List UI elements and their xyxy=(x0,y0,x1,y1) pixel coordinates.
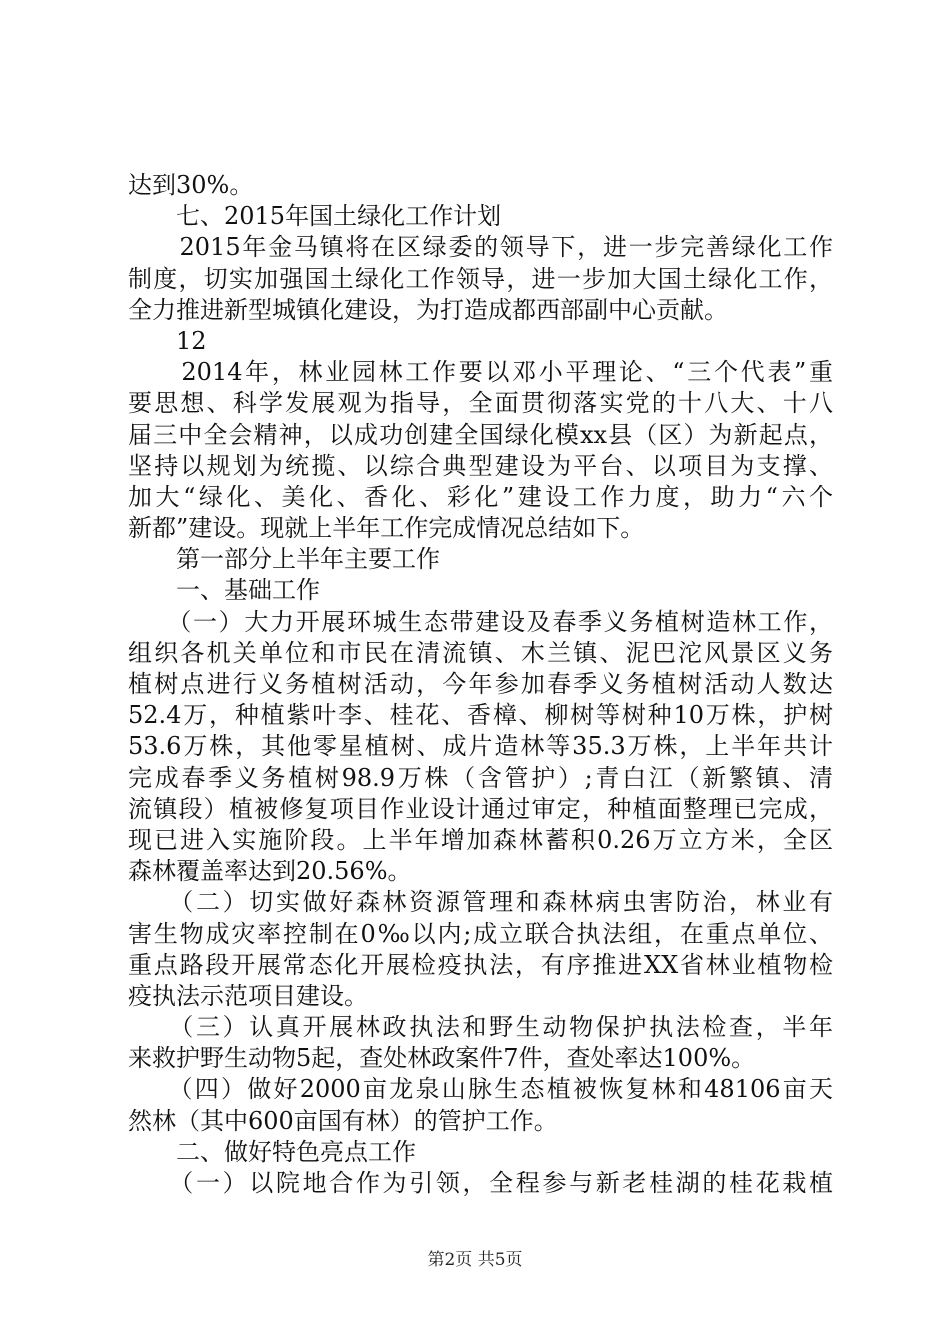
text-line: 组织各机关单位和市民在清流镇、木兰镇、泥巴沱风景区义务 xyxy=(128,638,833,667)
section-heading: 二、做好特色亮点工作 xyxy=(128,1137,416,1166)
document-body xyxy=(128,170,833,1199)
text-line: （一）以院地合作为引领，全程参与新老桂湖的桂花栽植 xyxy=(128,1169,833,1197)
section-heading: 第一部分上半年主要工作 xyxy=(128,545,440,574)
text-line: 疫执法示范项目建设。 xyxy=(128,981,368,1010)
text-line: 全力推进新型城镇化建设，为打造成都西部副中心贡献。 xyxy=(128,295,728,324)
text-line: 52.4万，种植紫叶李、桂花、香樟、柳树等树种10万株，护树 xyxy=(128,701,833,730)
section-heading: 七、2015年国土绿化工作计划 xyxy=(128,202,502,231)
text-line: 2015年金马镇将在区绿委的领导下，进一步完善绿化工作 xyxy=(128,233,833,262)
text-line: 新都”建设。现就上半年工作完成情况总结如下。 xyxy=(128,514,645,543)
text-line: （四）做好2000亩龙泉山脉生态植被恢复林和48106亩天 xyxy=(128,1075,833,1104)
section-heading: 一、基础工作 xyxy=(128,576,320,605)
text-line: 要思想、科学发展观为指导，全面贯彻落实党的十八大、十八 xyxy=(128,389,833,418)
text-line: （三）认真开展林政执法和野生动物保护执法检查，半年 xyxy=(128,1013,833,1042)
text-line: 然林（其中600亩国有林）的管护工作。 xyxy=(128,1106,558,1135)
text-line: （二）切实做好森林资源管理和森林病虫害防治，林业有 xyxy=(128,888,833,917)
page-number-footer: 第2页 共5页 xyxy=(427,1250,523,1270)
text-line: （一）大力开展环城生态带建设及春季义务植树造林工作， xyxy=(128,607,833,636)
text-line: 2014年，林业园林工作要以邓小平理论、“三个代表”重 xyxy=(128,358,833,387)
text-line: 植树点进行义务植树活动，今年参加春季义务植树活动人数达 xyxy=(128,670,833,698)
text-line: 加大“绿化、美化、香化、彩化”建设工作力度，助力“六个 xyxy=(128,482,833,511)
text-line: 流镇段）植被修复项目作业设计通过审定，种植面整理已完成， xyxy=(128,794,833,823)
text-line: 森林覆盖率达到20.56%。 xyxy=(128,857,412,886)
text-line: 害生物成灾率控制在0‰以内;成立联合执法组，在重点单位、 xyxy=(128,919,833,948)
text-line: 来救护野生动物5起，查处林政案件7件，查处率达100%。 xyxy=(128,1044,756,1073)
text-line: 重点路段开展常态化开展检疫执法，有序推进XX省林业植物检 xyxy=(128,950,833,979)
text-line: 53.6万株，其他零星植树、成片造林等35.3万株，上半年共计 xyxy=(128,732,833,761)
text-line: 届三中全会精神，以成功创建全国绿化模xx县（区）为新起点， xyxy=(128,420,833,449)
text-line: 现已进入实施阶段。上半年增加森林蓄积0.26万立方米，全区 xyxy=(128,825,833,854)
text-line: 完成春季义务植树98.9万株（含管护）;青白江（新繁镇、清 xyxy=(128,763,833,792)
text-line: 制度，切实加强国土绿化工作领导，进一步加大国土绿化工作， xyxy=(128,264,833,293)
text-line: 坚持以规划为统揽、以综合典型建设为平台、以项目为支撑、 xyxy=(128,451,833,480)
text-line: 12 xyxy=(128,326,207,355)
text-line: 达到30%。 xyxy=(128,171,254,199)
